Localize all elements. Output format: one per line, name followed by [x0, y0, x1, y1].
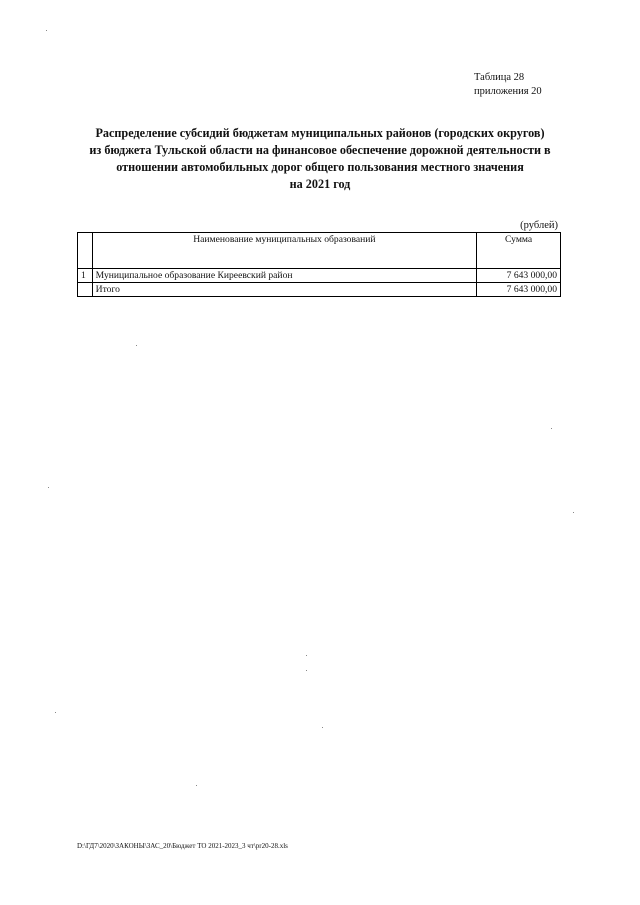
title-line-3: отношении автомобильных дорог общего пользования местного значения: [116, 160, 524, 174]
header-num: [78, 233, 93, 269]
scan-speck: [306, 670, 307, 671]
row-sum: 7 643 000,00: [477, 283, 561, 297]
scan-speck: [46, 30, 47, 31]
table-number: Таблица 28: [474, 72, 525, 83]
header-name: Наименование муниципальных образований: [92, 233, 477, 269]
scan-speck: [136, 345, 137, 346]
table-header-row: [78, 233, 561, 269]
subsidy-table: [77, 232, 561, 297]
title-line-4: на 2021 год: [289, 177, 351, 191]
table-total-row: [78, 283, 561, 297]
title-line-1: Распределение субсидий бюджетам муниципальных районов (городских округов): [95, 126, 545, 140]
scan-speck: [196, 785, 197, 786]
scan-speck: [306, 655, 307, 656]
unit-label: (рублей): [520, 220, 558, 231]
scan-speck: [322, 727, 323, 728]
table-row: [78, 269, 561, 283]
row-num: 1: [78, 269, 93, 283]
row-name: Муниципальное образование Киреевский район: [92, 269, 477, 283]
row-num: [78, 283, 93, 297]
title-line-2: из бюджета Тульской области на финансовое обеспечение дорожной деятельности в: [89, 143, 551, 157]
header-sum: Сумма: [477, 233, 561, 269]
scan-speck: [551, 428, 552, 429]
document-title: [70, 125, 570, 193]
file-path-footer: D:\ГД7\2020\ЗАКОНЫ\ЗАС_20\Бюджет ТО 2021-2023_3 чт\pr20-28.xls: [77, 842, 288, 850]
table-reference: [474, 71, 542, 99]
scan-speck: [573, 512, 574, 513]
row-sum: 7 643 000,00: [477, 269, 561, 283]
scan-speck: [48, 487, 49, 488]
row-name: Итого: [92, 283, 477, 297]
appendix-number: приложения 20: [474, 86, 542, 97]
scan-speck: [55, 712, 56, 713]
